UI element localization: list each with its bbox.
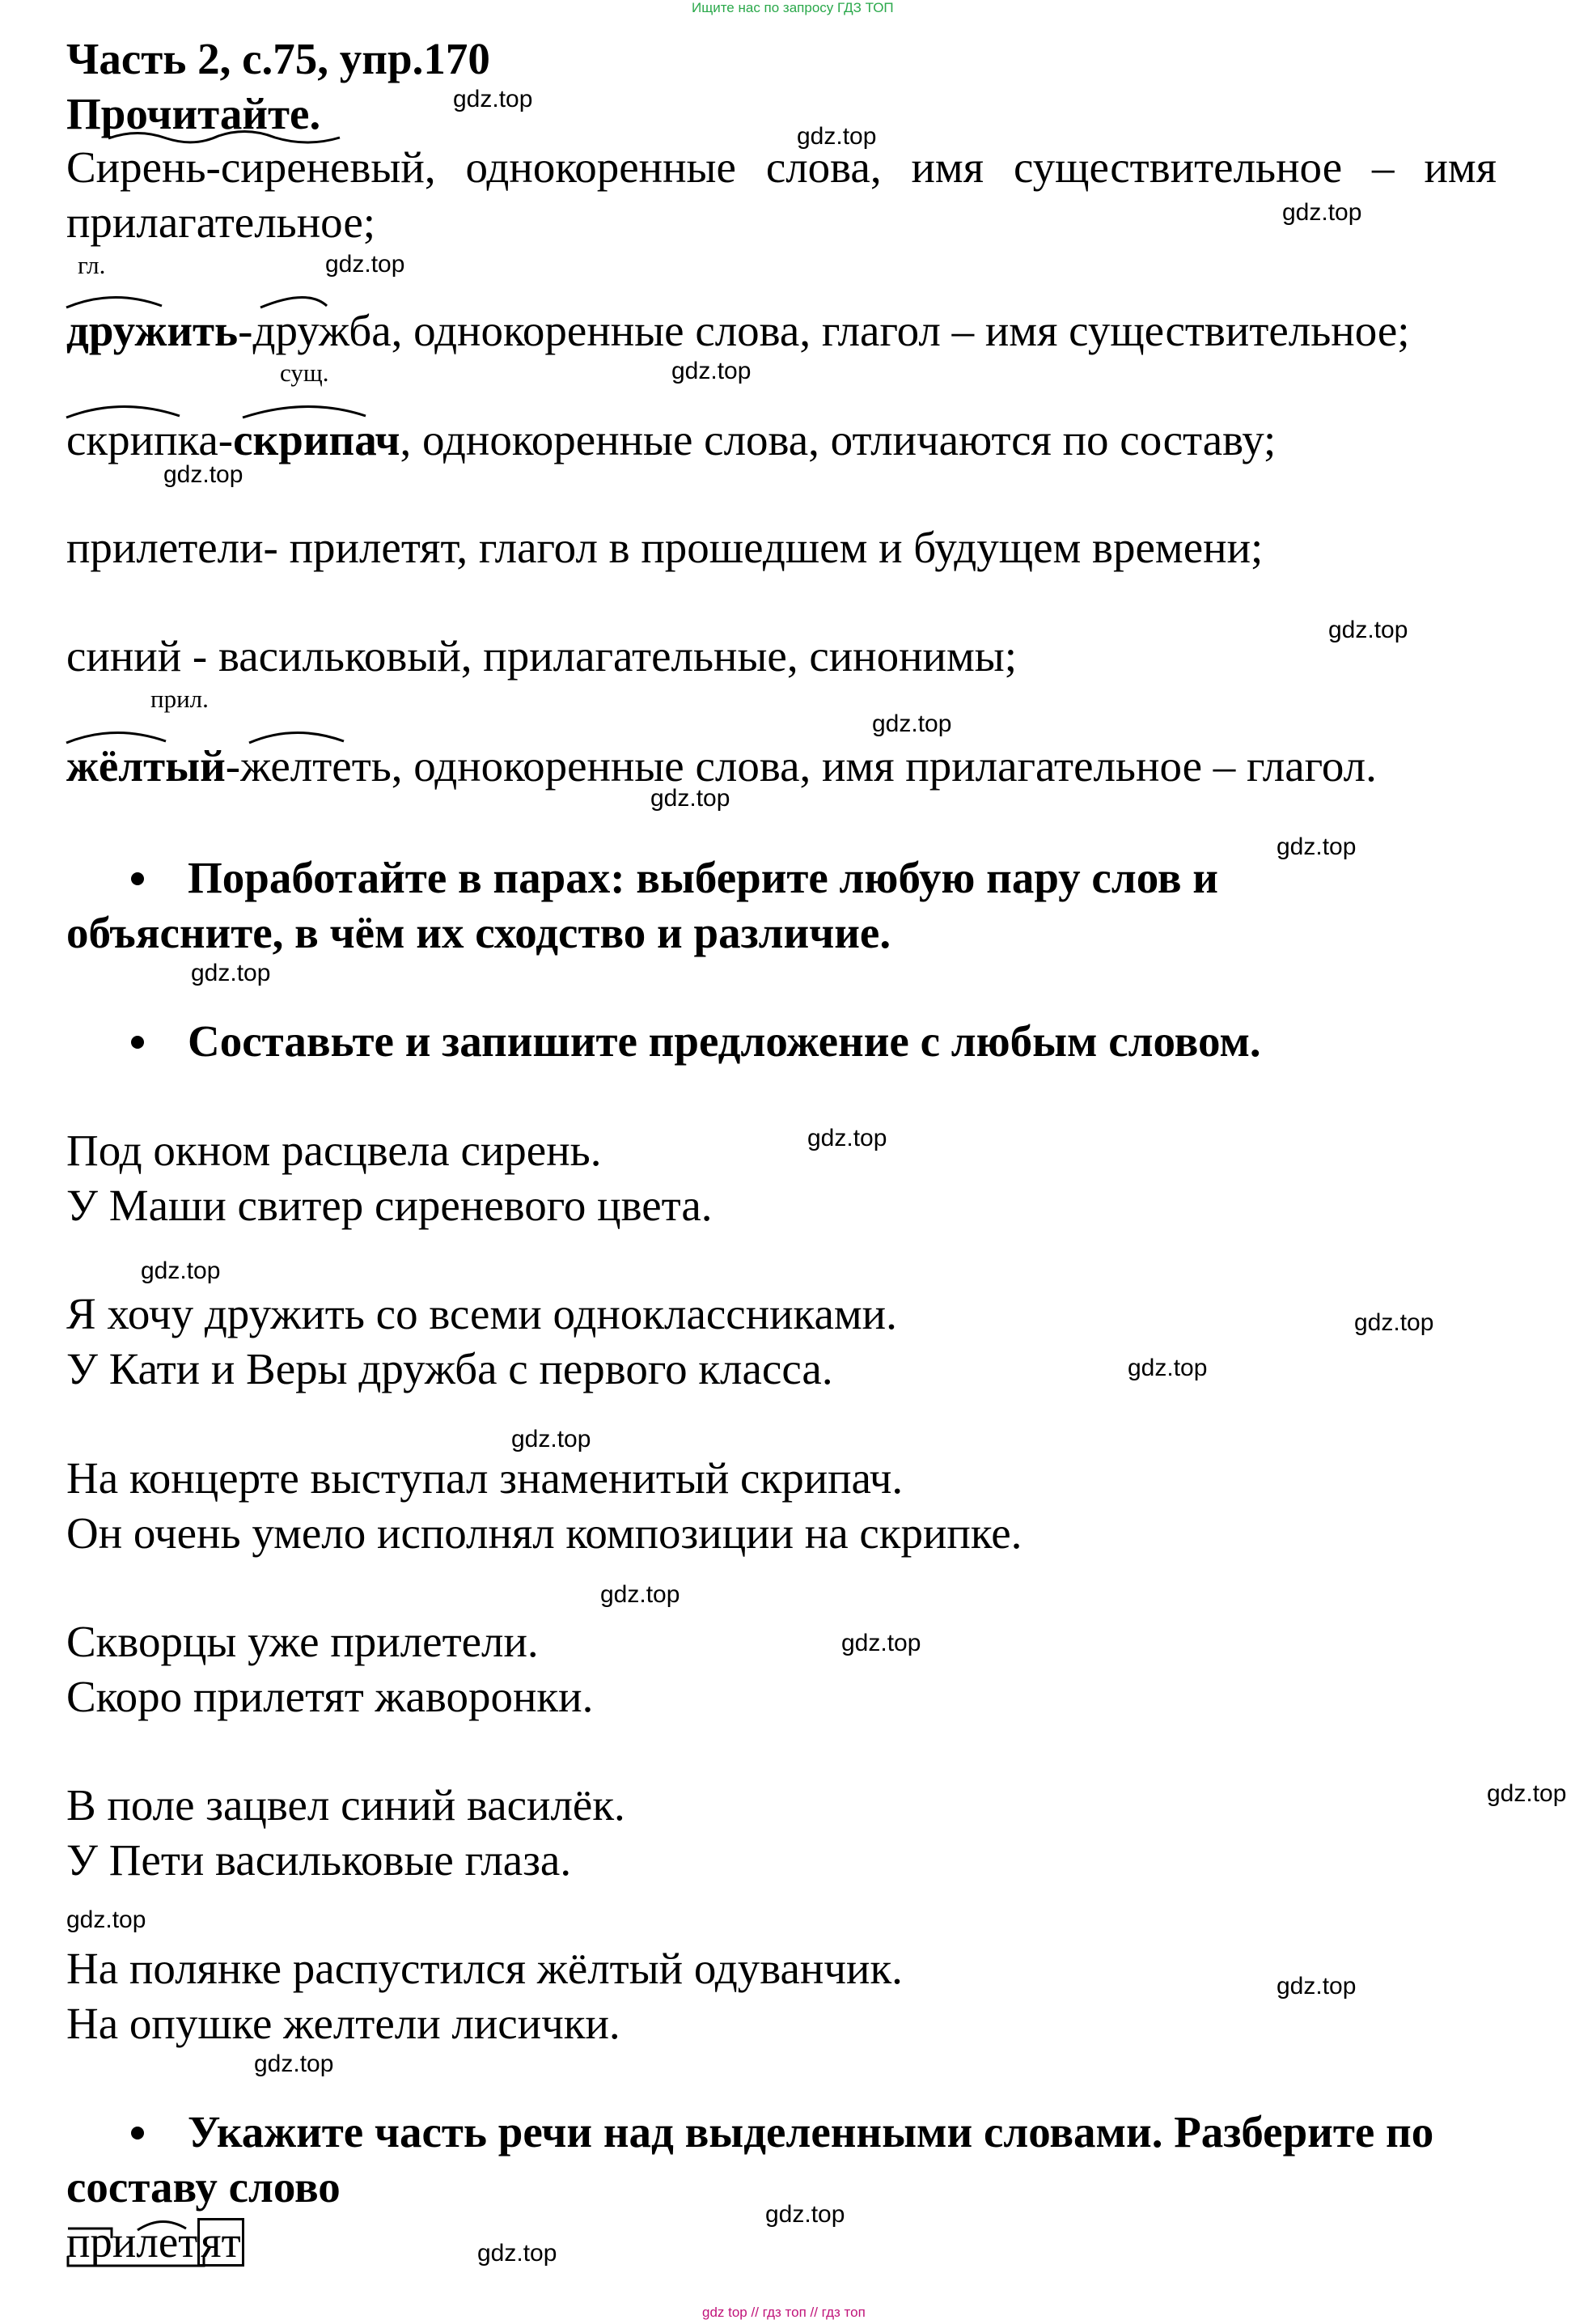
pair-line-3-rest: , однокоренные слова, отличаются по составу; [400, 415, 1277, 464]
sentence-9: В поле зацвел синий василёк. [66, 1780, 625, 1830]
parsed-word-ending: ят [197, 2218, 243, 2267]
task-parse-line-1: Укажите часть речи над выделенными словами. Разберите по [188, 2107, 1434, 2156]
page-title: Часть 2, с.75, упр.170 [66, 34, 490, 83]
prefix-mark [68, 2229, 112, 2238]
task-compose: Составьте и запишите предложение с любым словом. [188, 1016, 1261, 1066]
watermark: gdz.top [1277, 1973, 1357, 2000]
task-pairs-line-1: Поработайте в парах: выберите любую пару слов и [188, 853, 1218, 902]
task-parse-line-2: составу слово [66, 2162, 341, 2212]
sentence-12: На опушке желтели лисички. [66, 1999, 620, 2048]
task-pairs-line-2: объясните, в чём их сходство и различие. [66, 908, 891, 957]
watermark: gdz.top [872, 710, 952, 737]
instruction-read: Прочитайте. [66, 89, 321, 138]
watermark: gdz.top [191, 960, 271, 986]
watermark: gdz.top [141, 1257, 221, 1284]
sentence-8: Скоро прилетят жаворонки. [66, 1672, 594, 1721]
watermark: gdz.top [1354, 1309, 1434, 1336]
search-hint: Ищите нас по запросу ГДЗ ТОП [692, 0, 894, 15]
sentence-5: На концерте выступал знаменитый скрипач. [66, 1453, 904, 1503]
root-arc-druzh [66, 297, 162, 307]
pair-line-2-rest: -дружба, однокоренные слова, глагол – имя существительное; [238, 306, 1410, 355]
sentence-11: На полянке распустился жёлтый одуванчик. [66, 1944, 903, 1993]
watermark: gdz.top [650, 785, 730, 812]
stem-mark [68, 2256, 204, 2266]
sentence-10: У Пети васильковые глаза. [66, 1835, 572, 1885]
root-arc-let [138, 2221, 186, 2230]
highlighted-word-druzhit: дружить [66, 306, 239, 355]
sentence-4: У Кати и Веры дружба с первого класса. [66, 1344, 833, 1393]
sentence-3: Я хочу дружить со всеми одноклассниками. [66, 1289, 897, 1338]
watermark: gdz.top [453, 86, 533, 112]
root-arc-skripka [66, 406, 180, 418]
pos-label-adj: прил. [150, 685, 209, 713]
parsed-word-stem: прилет [66, 2217, 198, 2267]
watermark: gdz.top [807, 1125, 887, 1151]
watermark: gdz.top [163, 461, 243, 488]
root-arc-druzhba [260, 297, 327, 307]
sentence-7: Скворцы уже прилетели. [66, 1617, 539, 1666]
pos-label-verb: гл. [78, 251, 106, 279]
pair-line-1: Сирень-сиреневый, однокоренные слова, имя существительное – имя [66, 142, 1497, 192]
pos-label-noun: сущ. [280, 358, 329, 387]
watermark: gdz.top [1487, 1780, 1567, 1807]
watermark: gdz.top [671, 358, 752, 384]
root-arc-skripach [243, 406, 366, 418]
watermark: gdz.top [765, 2201, 845, 2228]
watermark: gdz.top [1282, 199, 1362, 226]
watermark: gdz.top [511, 1426, 591, 1452]
root-arc-zheltyi [66, 732, 166, 743]
sentence-6: Он очень умело исполнял композиции на скрипке. [66, 1508, 1023, 1558]
sentence-2: У Маши свитер сиреневого цвета. [66, 1181, 713, 1230]
pair-line-4: прилетели- прилетят, глагол в прошедшем и будущем времени; [66, 523, 1264, 572]
watermark: gdz.top [66, 1906, 146, 1933]
highlighted-word-zheltyi: жёлтый [66, 741, 226, 791]
pair-line-1-cont: прилагательное; [66, 197, 376, 247]
footer-note: gdz top // гдз топ // гдз топ [702, 2305, 866, 2320]
watermark: gdz.top [254, 2050, 334, 2077]
watermark: gdz.top [477, 2240, 557, 2267]
instruction-underline [108, 131, 340, 142]
root-arc-zheltet [249, 732, 344, 743]
watermark: gdz.top [1277, 833, 1357, 860]
word-skripka: скрипка- [66, 415, 234, 464]
pair-line-5: синий - васильковый, прилагательные, синонимы; [66, 631, 1018, 681]
watermark: gdz.top [1128, 1355, 1208, 1381]
watermark: gdz.top [841, 1630, 921, 1656]
watermark: gdz.top [1328, 617, 1408, 643]
watermark: gdz.top [797, 123, 877, 150]
watermark: gdz.top [325, 251, 405, 278]
pair-line-6-rest: -желтеть, однокоренные слова, имя прилагательное – глагол. [225, 741, 1377, 791]
highlighted-word-skripach: скрипач [233, 415, 400, 464]
sentence-1: Под окном расцвела сирень. [66, 1126, 602, 1175]
watermark: gdz.top [600, 1581, 680, 1608]
